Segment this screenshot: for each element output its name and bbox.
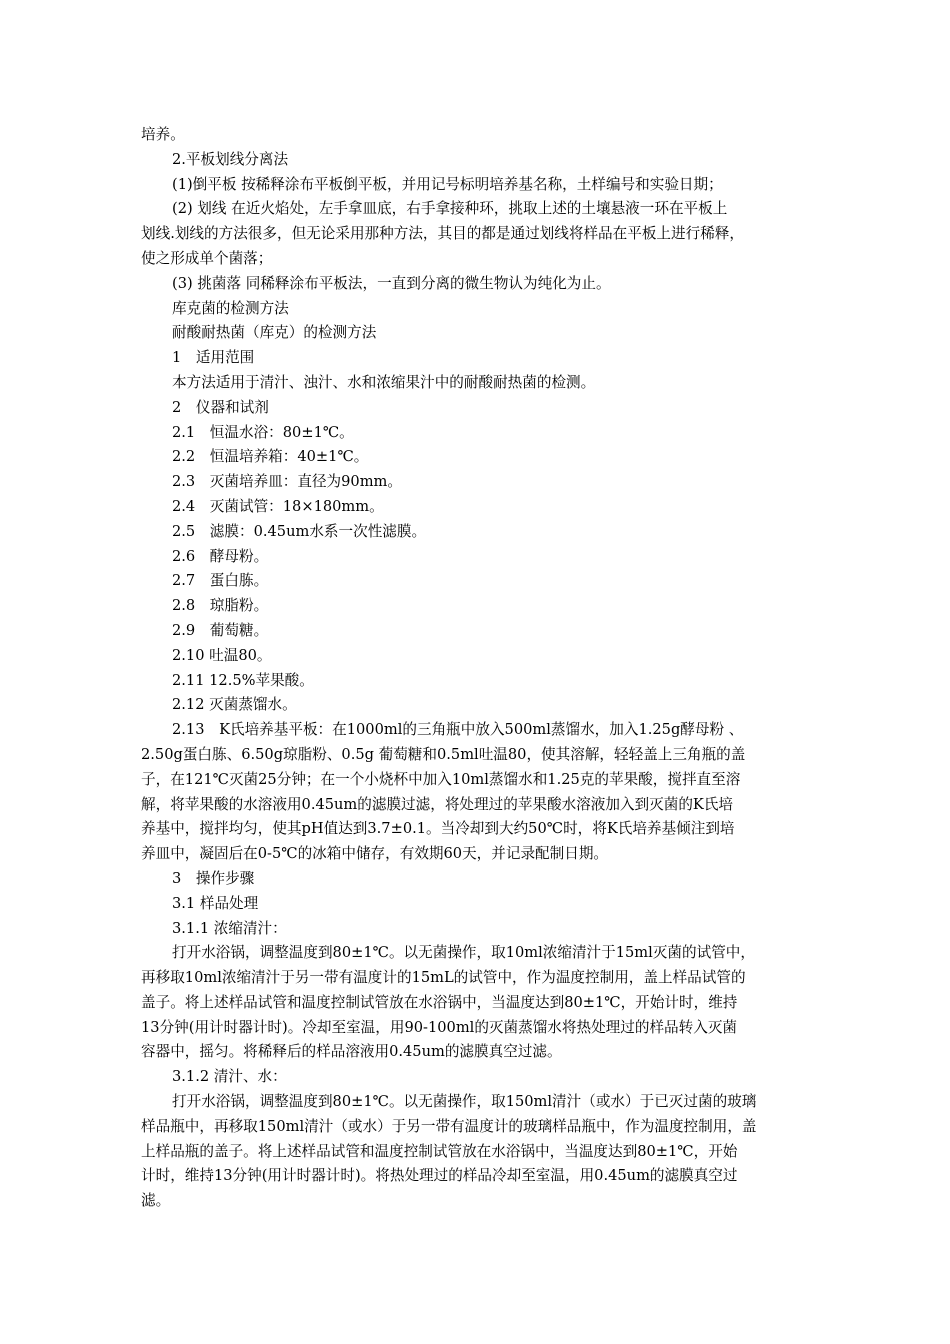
- document-body: [141, 123, 816, 1214]
- text-line: 2.3 灭菌培养皿：直径为90mm。: [172, 473, 402, 491]
- text-line: 3.1 样品处理: [172, 894, 259, 912]
- paragraph: [141, 619, 816, 644]
- text-line: 打开水浴锅，调整温度到80±1℃。以无菌操作，取150ml清汁（或水）于已灭过菌的玻璃: [172, 1093, 757, 1111]
- paragraph: [141, 470, 816, 495]
- paragraph: [141, 148, 816, 173]
- text-line: 养皿中，凝固后在0-5℃的冰箱中储存，有效期60天，并记录配制日期。: [141, 845, 609, 863]
- paragraph: [141, 371, 816, 396]
- paragraph: [141, 693, 816, 718]
- paragraph: [141, 396, 816, 421]
- text-line: 3.1.1 浓缩清汁：: [172, 919, 287, 937]
- text-line: 滤。: [141, 1192, 171, 1210]
- text-line: 2.5 滤膜：0.45um水系一次性滤膜。: [172, 522, 427, 540]
- paragraph: [141, 892, 816, 917]
- text-line: 1 适用范围: [172, 349, 255, 367]
- text-line: 2.50g蛋白胨、6.50g琼脂粉、0.5g 葡萄糖和0.5ml吐温80，使其溶解，轻轻盖上三角瓶的盖: [141, 745, 746, 763]
- paragraph: [141, 594, 816, 619]
- text-line: 2.2 恒温培养箱：40±1℃。: [172, 448, 369, 466]
- paragraph: [141, 123, 816, 148]
- paragraph: [141, 718, 816, 867]
- text-line: 3.1.2 清汁、水：: [172, 1068, 287, 1086]
- text-line: 解，将苹果酸的水溶液用0.45um的滤膜过滤，将处理过的苹果酸水溶液加入到灭菌的K氏培: [141, 795, 734, 813]
- paragraph: [141, 669, 816, 694]
- text-line: 养基中，搅拌均匀，使其pH值达到3.7±0.1。当冷却到大约50℃时，将K氏培养基倾注到培: [141, 820, 735, 838]
- text-line: 打开水浴锅，调整温度到80±1℃。以无菌操作，取10ml浓缩清汁于15ml灭菌的试管中，: [172, 944, 755, 962]
- text-line: 2.10 吐温80。: [172, 646, 272, 664]
- text-line: 2.11 12.5%苹果酸。: [172, 671, 314, 689]
- paragraph: [141, 197, 816, 271]
- text-line: 耐酸耐热菌（库克）的检测方法: [172, 324, 377, 342]
- text-line: (2) 划线 在近火焰处，左手拿皿底，右手拿接种环，挑取上述的土壤悬液一环在平板上: [172, 200, 728, 218]
- paragraph: [141, 173, 816, 198]
- paragraph: [141, 1090, 816, 1214]
- paragraph: [141, 867, 816, 892]
- text-line: 2.平板划线分离法: [172, 150, 289, 168]
- text-line: 培养。: [141, 126, 185, 143]
- text-line: 上样品瓶的盖子。将上述样品试管和温度控制试管放在水浴锅中，当温度达到80±1℃，开始: [141, 1142, 738, 1160]
- paragraph: [141, 421, 816, 446]
- text-line: 库克菌的检测方法: [172, 299, 289, 317]
- paragraph: [141, 941, 816, 1065]
- paragraph: [141, 297, 816, 322]
- text-line: 2.1 恒温水浴：80±1℃。: [172, 423, 354, 441]
- text-line: 再移取10ml浓缩清汁于另一带有温度计的15mL的试管中，作为温度控制用，盖上样品试管的: [141, 969, 746, 987]
- text-line: 使之形成单个菌落；: [141, 249, 273, 267]
- paragraph: [141, 1065, 816, 1090]
- paragraph: [141, 569, 816, 594]
- text-line: 13分钟(用计时器计时)。冷却至室温，用90-100ml的灭菌蒸馏水将热处理过的样品转入灭菌: [141, 1018, 738, 1036]
- text-line: 样品瓶中，再移取150ml清汁（或水）于另一带有温度计的玻璃样品瓶中，作为温度控制用，盖: [141, 1117, 757, 1135]
- text-line: 2.4 灭菌试管：18×180mm。: [172, 497, 384, 515]
- text-line: 3 操作步骤: [172, 869, 255, 887]
- text-line: 2.9 葡萄糖。: [172, 621, 269, 639]
- paragraph: [141, 545, 816, 570]
- text-line: 容器中，摇匀。将稀释后的样品溶液用0.45um的滤膜真空过滤。: [141, 1043, 562, 1061]
- text-line: 2 仪器和试剂: [172, 398, 269, 416]
- text-line: (3) 挑菌落 同稀释涂布平板法，一直到分离的微生物认为纯化为止。: [172, 274, 611, 292]
- paragraph: [141, 272, 816, 297]
- text-line: 2.7 蛋白胨。: [172, 572, 269, 590]
- text-line: 2.6 酵母粉。: [172, 547, 269, 565]
- paragraph: [141, 321, 816, 346]
- text-line: 2.8 琼脂粉。: [172, 597, 269, 615]
- paragraph: [141, 495, 816, 520]
- paragraph: [141, 917, 816, 942]
- text-line: 盖子。将上述样品试管和温度控制试管放在水浴锅中，当温度达到80±1℃，开始计时，维持: [141, 993, 738, 1011]
- text-line: 本方法适用于清汁、浊汁、水和浓缩果汁中的耐酸耐热菌的检测。: [172, 373, 596, 391]
- text-line: 2.13 K氏培养基平板：在1000ml的三角瓶中放入500ml蒸馏水，加入1.25g酵母粉 、: [172, 721, 744, 739]
- text-line: 划线.划线的方法很多，但无论采用那种方法，其目的都是通过划线将样品在平板上进行稀释，: [141, 225, 744, 243]
- text-line: 2.12 灭菌蒸馏水。: [172, 696, 297, 714]
- paragraph: [141, 346, 816, 371]
- text-line: 子，在121℃灭菌25分钟；在一个小烧杯中加入10ml蒸馏水和1.25克的苹果酸，搅拌直至溶: [141, 770, 741, 788]
- text-line: 计时，维持13分钟(用计时器计时)。将热处理过的样品冷却至室温，用0.45um的滤膜真空过: [141, 1167, 738, 1185]
- paragraph: [141, 520, 816, 545]
- paragraph: [141, 445, 816, 470]
- text-line: (1)倒平板 按稀释涂布平板倒平板，并用记号标明培养基名称，土样编号和实验日期；: [172, 175, 723, 193]
- paragraph: [141, 644, 816, 669]
